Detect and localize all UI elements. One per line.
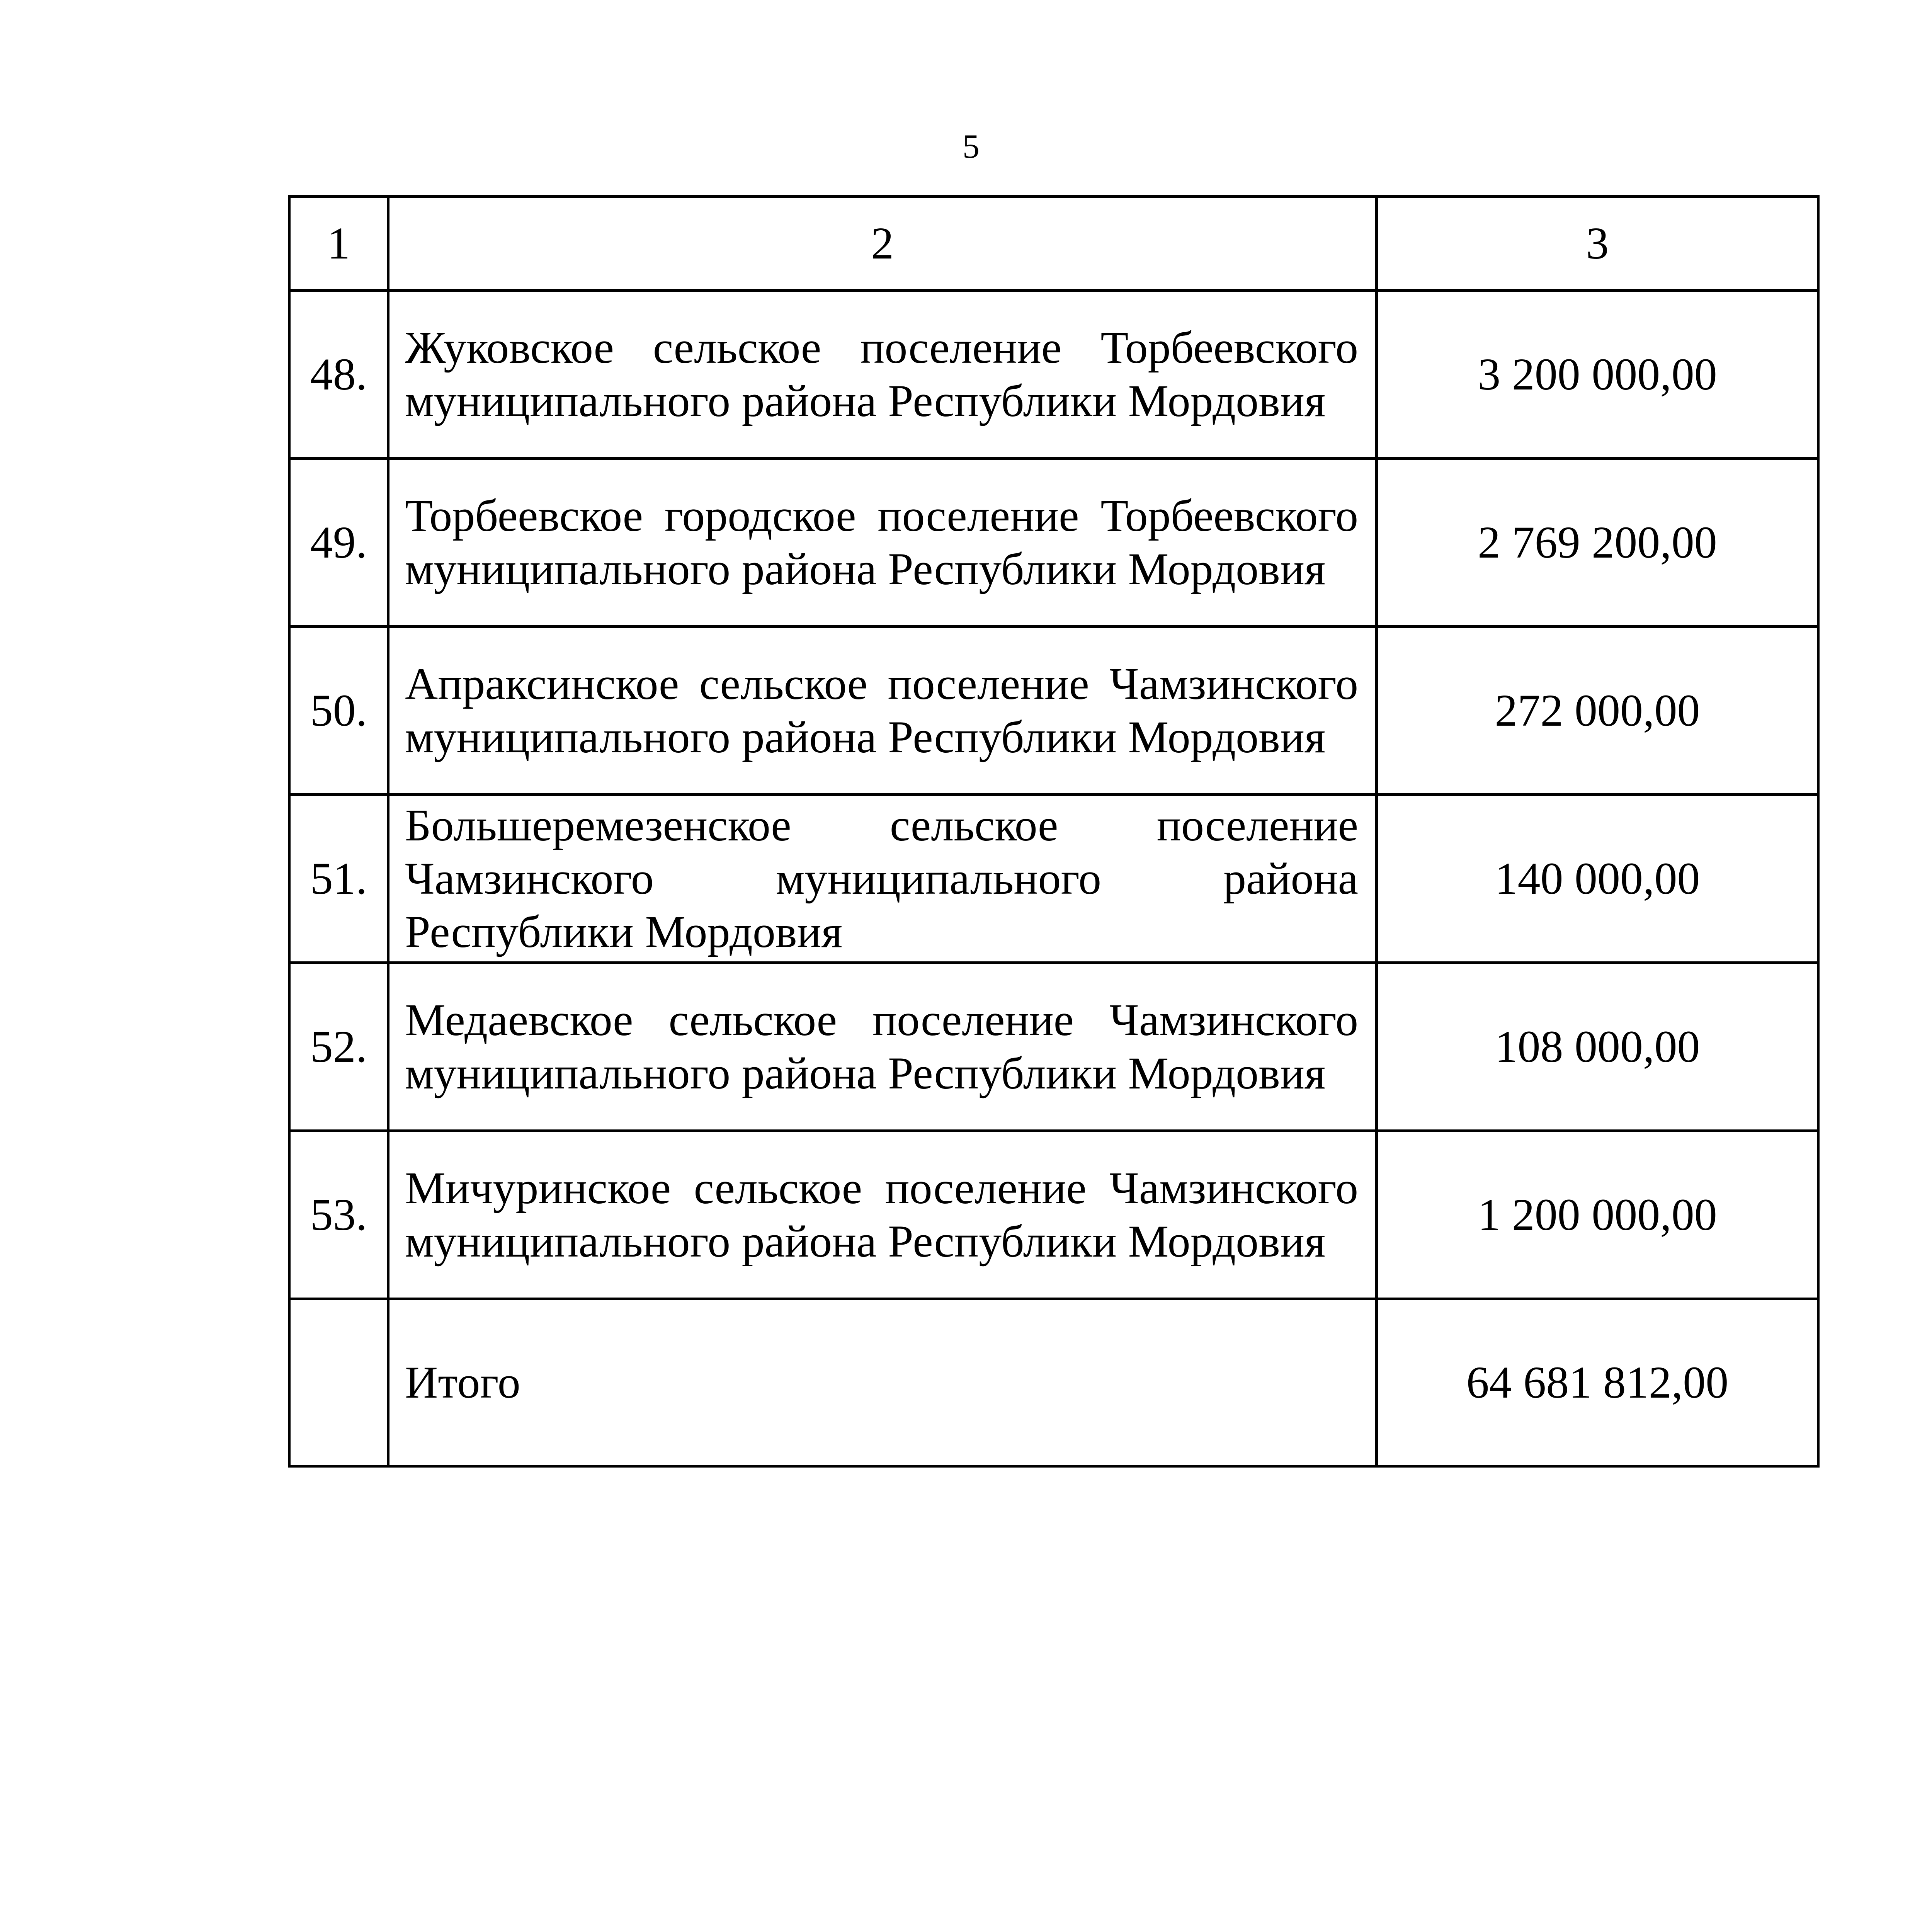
row-number: 51.: [289, 795, 388, 963]
page-number: 5: [963, 128, 980, 165]
amount: 140 000,00: [1377, 795, 1818, 963]
table-row: [289, 459, 1818, 627]
total-row: [289, 1299, 1818, 1466]
row-number: 53.: [289, 1131, 388, 1299]
amount: 272 000,00: [1377, 627, 1818, 795]
header-cell-2: 2: [388, 197, 1377, 291]
table-row: [289, 795, 1818, 963]
table-row: [289, 1131, 1818, 1299]
total-row-number: [289, 1299, 388, 1466]
amount: 3 200 000,00: [1377, 291, 1818, 459]
amount: 2 769 200,00: [1377, 459, 1818, 627]
settlement-name: Апраксинское сельское поселение Чамзинского муниципального района Республики Мордовия: [388, 627, 1377, 795]
row-number: 52.: [289, 963, 388, 1131]
total-label: Итого: [388, 1299, 1377, 1466]
table-header-row: [289, 197, 1818, 291]
table-row: [289, 627, 1818, 795]
allocation-table: [288, 195, 1820, 1468]
settlement-name: Медаевское сельское поселение Чамзинского муниципального района Республики Мордовия: [388, 963, 1377, 1131]
amount: 108 000,00: [1377, 963, 1818, 1131]
row-number: 48.: [289, 291, 388, 459]
header-cell-3: 3: [1377, 197, 1818, 291]
header-cell-1: 1: [289, 197, 388, 291]
row-number: 49.: [289, 459, 388, 627]
amount: 1 200 000,00: [1377, 1131, 1818, 1299]
total-amount: 64 681 812,00: [1377, 1299, 1818, 1466]
table-row: [289, 963, 1818, 1131]
settlement-name: Жуковское сельское поселение Торбеевского муниципального района Республики Мордовия: [388, 291, 1377, 459]
row-number: 50.: [289, 627, 388, 795]
settlement-name: Торбеевское городское поселение Торбеевского муниципального района Республики Мордовия: [388, 459, 1377, 627]
table-row: [289, 291, 1818, 459]
settlement-name: Большеремезенское сельское поселение Чамзинского муниципального района Республики Мордовия: [388, 795, 1377, 963]
settlement-name: Мичуринское сельское поселение Чамзинского муниципального района Республики Мордовия: [388, 1131, 1377, 1299]
